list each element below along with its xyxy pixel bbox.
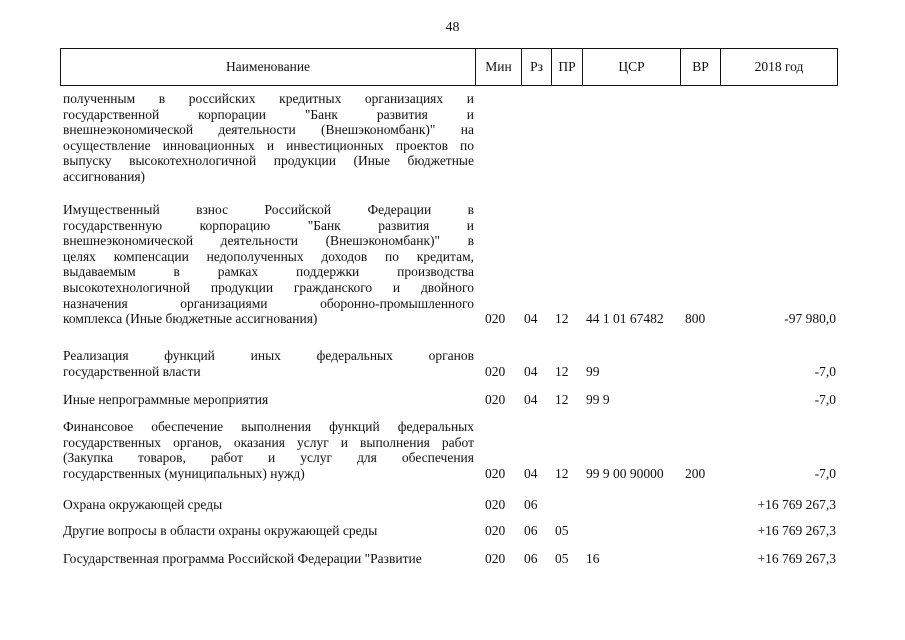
row-name-line: (Закупка товаров, работ и услуг для обеспечения (63, 450, 474, 466)
row-vr: 800 (685, 311, 706, 327)
row-rz: 04 (524, 465, 538, 481)
row-name (63, 392, 474, 408)
row-amount: -7,0 (814, 363, 836, 379)
row-name (63, 551, 474, 567)
row-csr: 99 9 00 90000 (586, 465, 664, 481)
row-name-line: Реализация функций иных федеральных органов (63, 348, 474, 363)
row-min: 020 (485, 497, 506, 512)
row-name-line: выпуску высокотехнологичной продукции (Иные бюджетные (63, 153, 474, 169)
table-row (60, 348, 838, 379)
row-pr: 12 (555, 392, 569, 407)
row-name-line: государственной власти (63, 363, 201, 379)
table-row (60, 523, 838, 539)
header-min: Мин (475, 49, 521, 85)
table-row (60, 551, 838, 567)
row-vr: 200 (685, 465, 706, 481)
row-name-line: Имущественный взнос Российской Федерации в (63, 202, 474, 217)
page-number: 48 (445, 20, 460, 35)
row-pr: 12 (555, 465, 569, 481)
row-name-line: назначения организациями оборонно-промышленного (63, 295, 474, 311)
row-name-line: государственных (муниципальных) нужд) (63, 465, 305, 481)
row-pr: 12 (555, 311, 569, 327)
row-amount: +16 769 267,3 (757, 551, 836, 566)
row-name-line: Охрана окружающей среды (63, 497, 223, 512)
row-name (63, 419, 474, 481)
row-name (63, 497, 474, 513)
row-amount: -97 980,0 (784, 311, 836, 327)
row-name-line: полученным в российских кредитных организациях и (63, 91, 474, 106)
row-name (63, 91, 474, 185)
row-csr: 16 (586, 551, 600, 566)
row-rz: 06 (524, 497, 538, 512)
row-min: 020 (485, 551, 506, 566)
row-name-line: целях компенсации недополученных доходов по кредитам, (63, 248, 474, 264)
table-row (60, 91, 838, 185)
row-pr: 05 (555, 551, 569, 566)
row-name-line: государственной корпорации "Банк развития и (63, 106, 474, 122)
row-name-line: осуществление инновационных и инвестиционных проектов по (63, 137, 474, 153)
row-csr: 99 9 (586, 392, 610, 407)
row-name-line: внешнеэкономической деятельности (Внешэкономбанк)" на (63, 122, 474, 138)
row-rz: 04 (524, 392, 538, 407)
row-name-line: высокотехнологичной продукции гражданского и двойного (63, 279, 474, 295)
row-name-line: Финансовое обеспечение выполнения функций федеральных (63, 419, 474, 434)
row-name-line: комплекса (Иные бюджетные ассигнования) (63, 311, 318, 327)
row-amount: +16 769 267,3 (757, 523, 836, 538)
row-min: 020 (485, 392, 506, 407)
row-rz: 04 (524, 311, 538, 327)
row-min: 020 (485, 311, 506, 327)
header-pr: ПР (551, 49, 582, 85)
row-name (63, 348, 474, 379)
row-amount: +16 769 267,3 (757, 497, 836, 512)
row-name-line: государственную корпорацию "Банк развития и (63, 217, 474, 233)
row-min: 020 (485, 363, 506, 379)
row-name-line: внешнеэкономической деятельности (Внешэкономбанк)" в (63, 233, 474, 249)
row-min: 020 (485, 465, 506, 481)
table-row (60, 392, 838, 408)
row-rz: 06 (524, 523, 538, 538)
row-rz: 04 (524, 363, 538, 379)
table-row (60, 202, 838, 327)
row-name (63, 202, 474, 327)
row-pr: 05 (555, 523, 569, 538)
row-rz: 06 (524, 551, 538, 566)
row-name (63, 523, 474, 539)
row-min: 020 (485, 523, 506, 538)
row-name-line: Государственная программа Российской Федерации "Развитие (63, 551, 422, 566)
row-name-line: государственных органов, оказания услуг и выполнения работ (63, 434, 474, 450)
header-csr: ЦСР (582, 49, 680, 85)
table-header (60, 48, 838, 86)
row-name-line: ассигнования) (63, 168, 146, 184)
table-row (60, 419, 838, 481)
row-name-line: выдаваемым в рамках поддержки производства (63, 264, 474, 280)
row-name-line: Иные непрограммные мероприятия (63, 392, 269, 407)
table-row (60, 497, 838, 513)
row-csr: 44 1 01 67482 (586, 311, 664, 327)
header-vr: ВР (680, 49, 720, 85)
row-csr: 99 (586, 363, 600, 379)
row-amount: -7,0 (814, 465, 836, 481)
row-name-line: Другие вопросы в области охраны окружающей среды (63, 523, 378, 538)
header-name: Наименование (225, 59, 311, 74)
header-year: 2018 год (720, 49, 837, 85)
row-amount: -7,0 (814, 392, 836, 407)
header-rz: Рз (521, 49, 551, 85)
row-pr: 12 (555, 363, 569, 379)
